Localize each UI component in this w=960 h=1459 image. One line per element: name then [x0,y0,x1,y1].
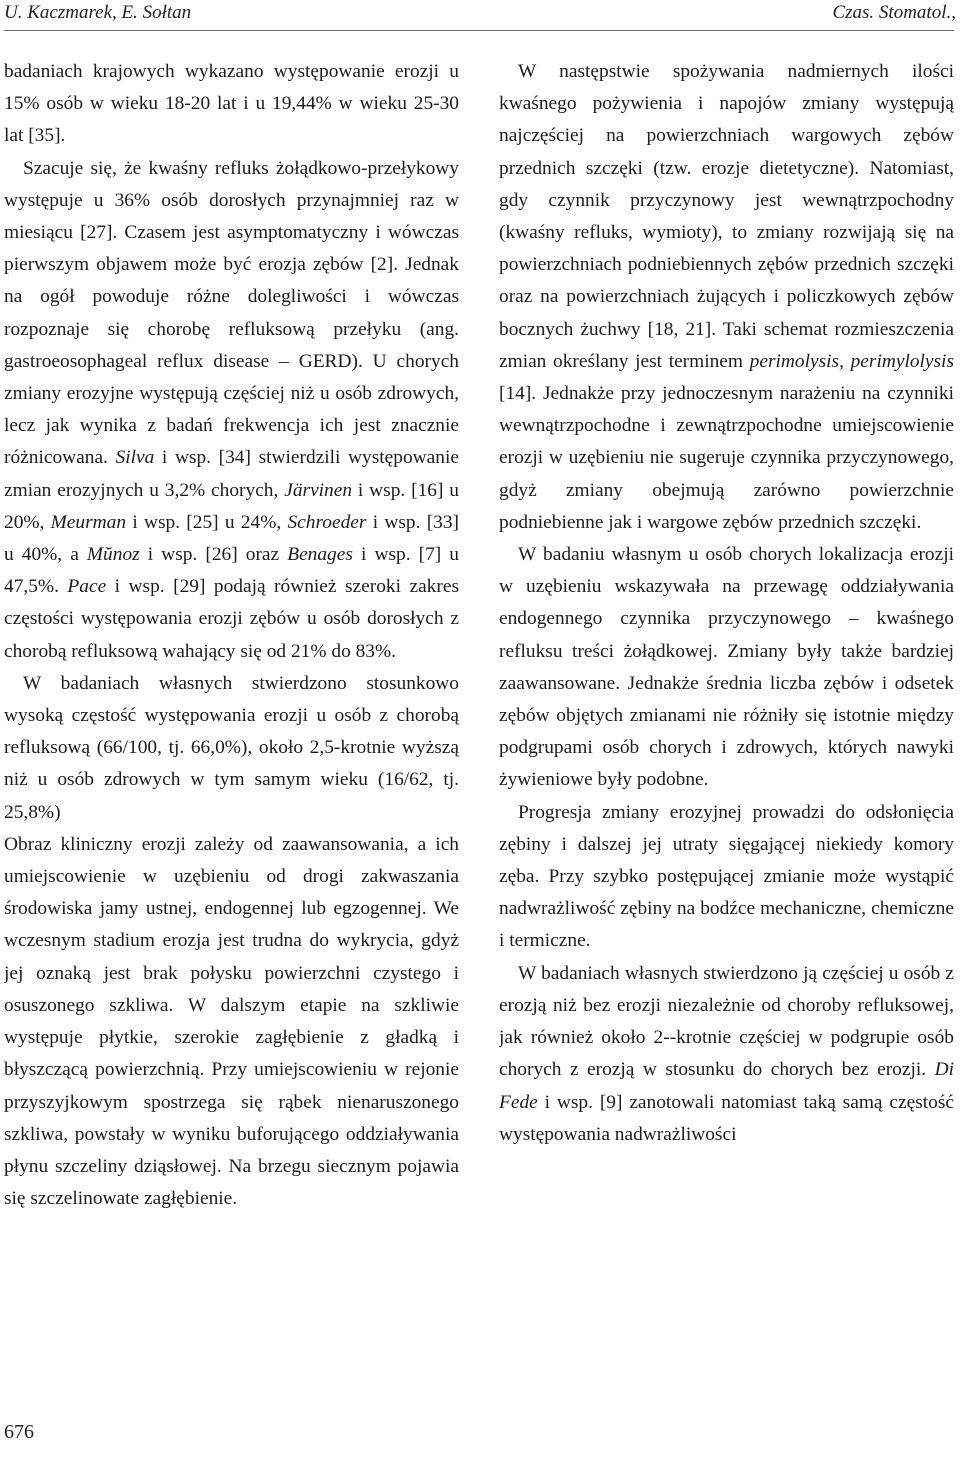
author-name: Mŭnoz [86,544,140,566]
text-run: i wsp. [16] u 20%, [4,479,459,533]
left-column [4,56,459,1386]
text-run: i wsp. [34] stwierdzili występowanie zmian erozyjnych u 3,2% chorych, [4,447,459,501]
paragraph: badaniach krajowych wykazano występowanie erozji u 15% osób w wieku 18-20 lat i u 19,44% w wieku 25-30 lat [35]. [4,61,459,147]
paragraph [4,153,459,668]
running-header [0,0,960,30]
paragraph: W badaniach własnych stwierdzono stosunkowo wysoką częstość występowania erozji u osób z chorobą refluksową (66/100, tj. 66,0%), około 2,5-krotnie wyższą niż u osób zdrowych w tym samym wieku (16/62, tj. 25,8%) [4,672,459,823]
text-run: W badaniach własnych stwierdzono ją częściej u osób z erozją niż bez erozji niezależnie od choroby refluksowej, jak również około 2--krotnie częściej w podgrupie osób chorych z erozją w stosunku do chorych bez erozji. [499,962,954,1081]
text-run: Szacuje się, że kwaśny refluks żołądkowo-przełykowy występuje u 36% osób dorosłych przynajmniej raz w miesiącu [27]. Czasem jest asymptomatyczny i wówczas pierwszym objawem może być erozja zębów [2]. Jednak na ogół powoduje różne dolegliwości i wówczas rozpoznaje się chorobę refluksową przełyku (ang. gastroeosophageal reflux disease – GERD). U chorych zmiany erozyjne występują częściej niż u osób zdrowych, lecz jak wynika z badań frekwencja ich jest znacznie różnicowana. [4,157,459,469]
text-run: i wsp. [29] podają również szeroki zakres częstości występowania erozji zębów u osób dorosłych z chorobą refluksową wahający się od 21% do 83%. [4,576,459,662]
author-name: Järvinen [284,479,353,501]
paragraph [499,56,954,539]
text-run: i wsp. [26] oraz [139,544,288,566]
author-name: Meurman [50,511,127,533]
right-column [499,56,954,1386]
author-name: Schroeder [287,511,367,533]
header-journal: Czas. Stomatol., [832,2,956,23]
author-name: Silva [115,447,155,469]
author-name: Di Fede [499,1059,954,1113]
text-run: W następstwie spożywania nadmiernych ilości kwaśnego pożywienia i napojów zmiany występują najczęściej na powierzchniach wargowych zębów przednich szczęki (tzw. erozje dietetyczne). Natomiast, gdy czynnik przyczynowy jest wewnątrzpochodny (kwaśny refluks, wymioty), to zmiany rozwijają się na powierzchniach podniebiennych zębów przednich szczęki oraz na powierzchniach żujących i policzkowych zębów bocznych żuchwy [18, 21]. Taki schemat rozmieszczenia zmian określany jest terminem [499,61,954,372]
text-run: [14]. Jednakże przy jednoczesnym narażeniu na czynniki wewnątrzpochodne i zewnątrzpochodne umiejscowienie erozji w uzębieniu nie sugeruje czynnika przyczynowego, gdyż zmiany obejmują zarówno powierzchnie podniebienne jak i wargowe zębów przednich szczęki. [499,383,954,533]
text-run: i wsp. [9] zanotowali natomiast taką samą częstość występowania nadwrażliwości [499,1091,954,1145]
text-run: i wsp. [7] u 47,5%. [4,544,459,598]
paragraph: Progresja zmiany erozyjnej prowadzi do odsłonięcia zębiny i dalszej jej utraty sięgającej niekiedy komory zęba. Przy szybko postępującej zmianie może wystąpić nadwrażliwość zębiny na bodźce mechaniczne, chemiczne i termiczne. [499,801,954,952]
page-number: 676 [4,1421,34,1443]
text-run: i wsp. [25] u 24%, [126,511,288,533]
term: perimolysis, perimylolysis [749,350,954,372]
paragraph: W badaniu własnym u osób chorych lokalizacja erozji w uzębieniu wskazywała na przewagę oddziaływania endogennego czynnika przyczynowego – kwaśnego refluksu treści żołądkowej. Zmiany były także bardziej zaawansowane. Jednakże średnia liczba zębów i odsetek zębów objętych zmianami nie różniły się istotnie między podgrupami osób chorych i zdrowych, których nawyki żywieniowe były podobne. [499,544,954,791]
header-authors: U. Kaczmarek, E. Sołtan [4,2,192,23]
header-rule [4,30,954,31]
author-name: Pace [67,576,107,598]
text-run: i wsp. [33] u 40%, a [4,511,459,566]
author-name: Benages [287,544,353,566]
paragraph [499,958,954,1151]
paragraph: Obraz kliniczny erozji zależy od zaawansowania, a ich umiejscowienie w uzębieniu od drogi zakwaszania środowiska jamy ustnej, endogennej lub egzogennej. We wczesnym stadium erozja jest trudna do wykrycia, gdyż jej oznaką jest brak połysku powierzchni czystego i osuszonego szkliwa. W dalszym etapie na szkliwie występuje płytkie, szerokie zagłębienie z gładką i błyszczącą powierzchnią. Przy umiejscowieniu w rejonie przyszyjkowym spostrzega się rąbek nienaruszonego szkliwa, powstały w wyniku buforującego oddziaływania płynu szczeliny dziąsłowej. Na brzegu siecznym pojawia się szczelinowate zagłębienie. [4,833,459,1210]
